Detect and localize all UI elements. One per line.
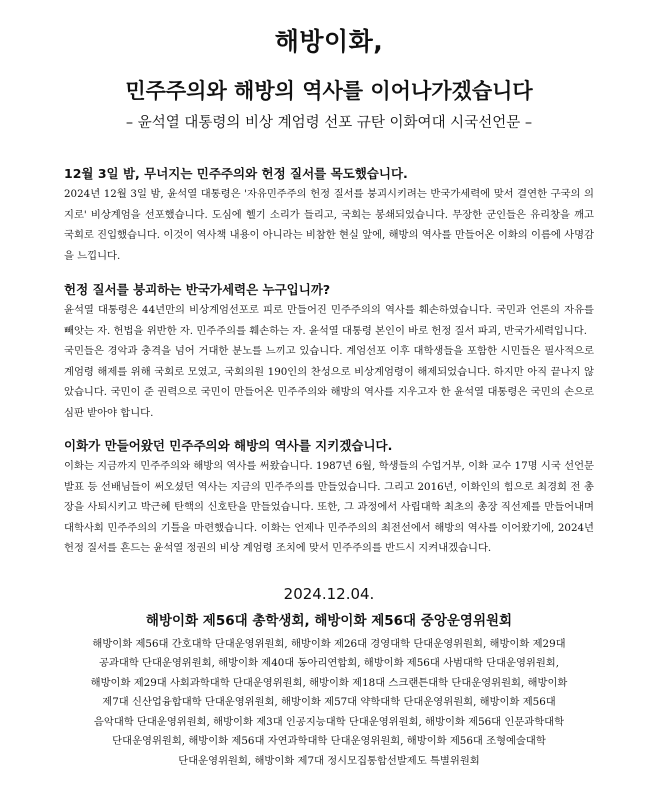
signer-line: 제7대 신산업융합대학 단대운영위원회, 해방이화 제57대 약학대학 단대운영위원회, 해방이화 제56대: [102, 696, 556, 708]
page-headline: 민주주의와 해방의 역사를 이어나가겠습니다: [125, 79, 533, 103]
signer-line: 단대운영위원회, 해방이화 제7대 정시모집통합선발제도 특별위원회: [178, 754, 480, 767]
section-heading: 헌정 질서를 붕괴하는 반국가세력은 누구입니까?: [64, 282, 331, 297]
signer-line: 해방이화 제56대 간호대학 단대운영위원회, 해방이화 제26대 경영대학 단대운영위원회, 해방이화 제29대: [92, 637, 566, 650]
page-subtitle: – 윤석열 대통령의 비상 계엄령 선포 규탄 이화여대 시국선언문 –: [125, 115, 533, 131]
signer-line: 해방이화 제29대 사회과학대학 단대운영위원회, 해방이화 제18대 스크랜튼대학 단대운영위원회, 해방이화: [90, 676, 568, 689]
section-paragraph: 2024년 12월 3일 밤, 윤석열 대통령은 '자유민주주의 헌정 질서를 붕괴시키려는 반국가세력에 맞서 결연한 구국의 의지로' 비상계엄을 선포했습니다. 도심에 헬기 소리가 들리고, 국회는 봉쇄되었습니다. 무장한 군인들은 유리창을 깨고 국회로 진입했습니다. 이것이 역사책 내용이 아니라는 비참한 현실 앞에, 해방의 역사를 만들어온 이화의 이름에 사명감을 느낍니다.: [64, 188, 594, 262]
section-heading: 이화가 만들어왔던 민주주의와 해방의 역사를 지키겠습니다.: [64, 438, 393, 453]
signer-line: 단대운영위원회, 해방이화 제56대 자연과학대학 단대운영위원회, 해방이화 제56대 조형예술대학: [112, 735, 546, 747]
statement-date: 2024.12.04.: [283, 584, 375, 603]
section-anti-state-forces: [64, 280, 594, 423]
section-paragraph: 이화는 지금까지 민주주의와 해방의 역사를 써왔습니다. 1987년 6월, 학생들의 수업거부, 이화 교수 17명 시국 선언문 발표 등 선배님들이 써오셨던 역사는 지금의 민주주의를 만들었습니다. 그리고 2016년, 이화인의 힘으로 최경희 전 총장을 사퇴시키고 박근혜 탄핵의 신호탄을 만들었습니다. 또한, 그 과정에서 사립대학 최초의 총장 직선제를 만들어내며 대학사회 민주주의의 기틀을 마련했습니다. 이화는 언제나 민주주의의 최전선에서 해방의 역사를 이어왔기에, 2024년 헌정 질서를 흔드는 윤석열 정권의 비상 계엄령 조치에 맞서 민주주의를 반드시 지켜내겠습니다.: [64, 460, 594, 554]
section-heading: 12월 3일 밤, 무너지는 민주주의와 헌정 질서를 목도했습니다.: [64, 166, 408, 181]
signer-line: 공과대학 단대운영위원회, 해방이화 제40대 동아리연합회, 해방이화 제56대 사범대학 단대운영위원회,: [98, 657, 560, 669]
section-paragraph: 국민들은 경악과 충격을 넘어 거대한 분노를 느끼고 있습니다. 계엄선포 이후 대학생들을 포함한 시민들은 필사적으로 계엄령 해제를 위해 국회로 모였고, 국회의원 190인의 찬성으로 비상계엄령이 해제되었습니다. 하지만 아직 끝나지 않았습니다. 국민이 준 권력으로 국민이 만들어온 민주주의와 해방의 역사를 지우고자 한 윤석열 대통령은 국민의 손으로 심판 받아야 합니다.: [64, 345, 594, 419]
section-ewha-history: [64, 436, 594, 559]
page-title: 해방이화,: [274, 27, 384, 56]
signer-line: 음악대학 단대운영위원회, 해방이화 제3대 인공지능대학 단대운영위원회, 해방이화 제56대 인문과학대학: [93, 715, 565, 728]
signer-list: [64, 633, 594, 772]
section-paragraph: 윤석열 대통령은 44년만의 비상계엄선포로 피로 만들어진 민주주의의 역사를 훼손하였습니다. 국민과 언론의 자유를 빼앗는 자. 헌법을 위반한 자. 민주주의를 훼손하는 자. 윤석열 대통령 본인이 바로 헌정 질서 파괴, 반국가세력입니다.: [64, 304, 594, 337]
issuing-organization: 해방이화 제56대 총학생회, 해방이화 제56대 중앙운영위원회: [145, 612, 513, 629]
section-march-3-night: [64, 164, 594, 266]
